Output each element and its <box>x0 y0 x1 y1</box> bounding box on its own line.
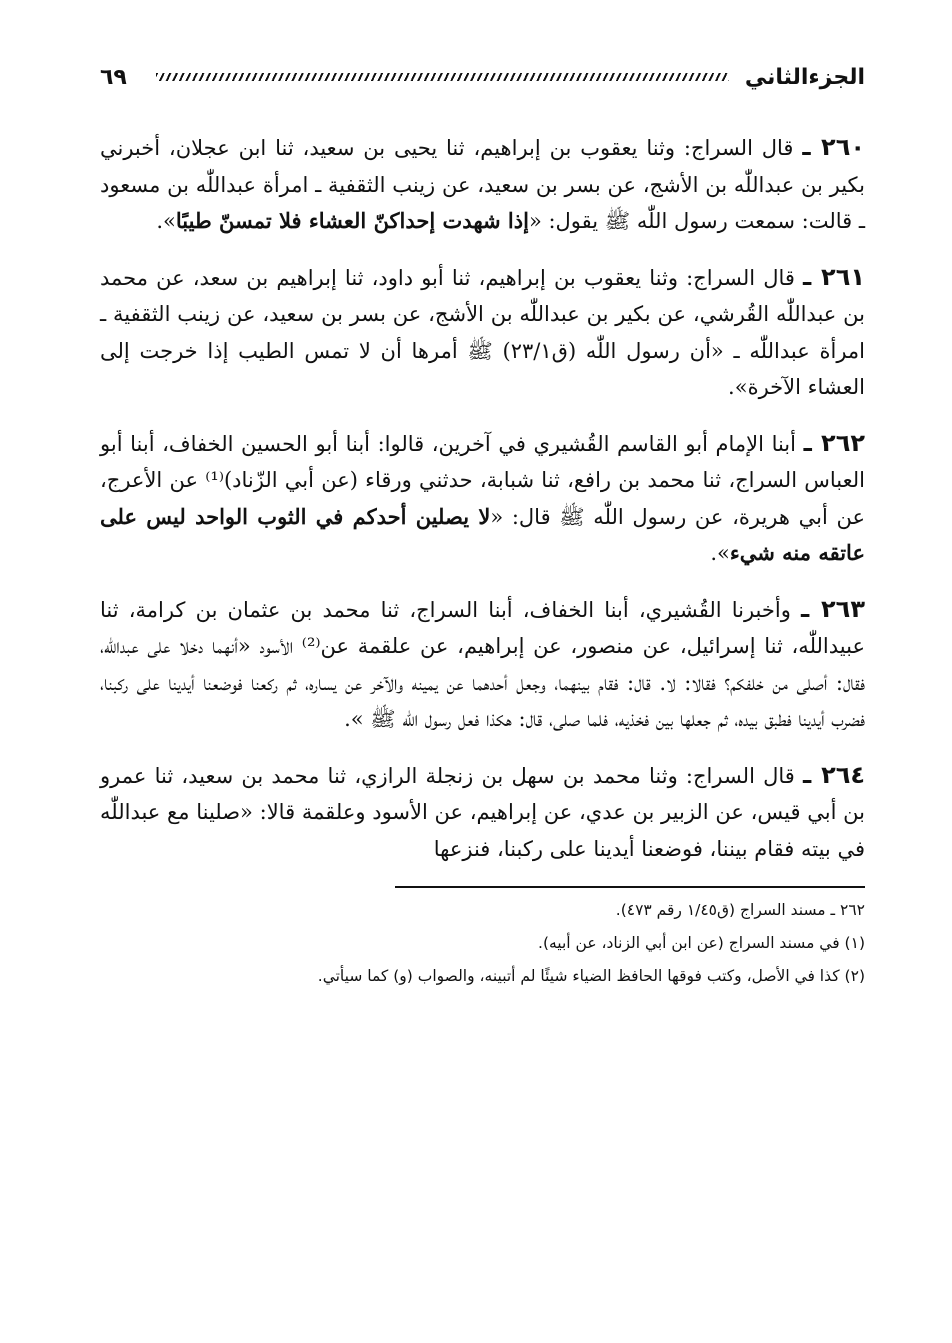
hadith-matn: إذا شهدت إحداكنّ العشاء فلا تمسنّ طيبًا <box>175 208 529 233</box>
hadith-text: قال السراج: وثنا محمد بن سهل بن زنجلة الرازي، ثنا محمد بن سعيد، ثنا عمرو بن أبي قيس، عن الزبير بن عدي، عن إبراهيم، عن الأسود وعلقمة قالا: «صلينا مع عبداللّٰه في بيته فقام بيننا، فوضعنا أيدينا على ركبنا، فنزعها <box>100 763 865 861</box>
running-header <box>100 55 865 99</box>
decorative-rule <box>156 73 729 81</box>
hadith-text: قال السراج: وثنا يعقوب بن إبراهيم، ثنا يحيى بن سعيد، ثنا ابن عجلان، أخبرني بكير بن عبداللّٰه بن الأشج، عن بسر بن سعيد، عن زينب الثقفية ـ امرأة عبداللّٰه بن مسعود ـ قالت: سمعت رسول اللّٰه ﷺ يقول: « <box>100 136 865 233</box>
hadith-text-end: ». <box>710 541 730 565</box>
footnote-source: ٢٦٢ ـ مسند السراج (ق١/٤٥ رقم ٤٧٣). <box>615 901 865 919</box>
running-title: الجزءالثاني <box>744 64 865 90</box>
footnotes <box>317 886 865 993</box>
footnote-1: (١) في مسند السراج (عن ابن أبي الزناد، عن أبيه). <box>538 934 865 952</box>
hadith-text-end: ». <box>156 209 176 233</box>
hadith-number: ٢٦٢ ـ <box>803 428 865 457</box>
hadith-text: وأخبرنا القُشيري، أبنا الخفاف، أبنا السراج، ثنا محمد بن عثمان بن كرامة، ثنا عبيداللّٰه، ثنا إسرائيل، عن منصور، عن إبراهيم، عن علقمة عن⁽²⁾ الأسود «أنهما دخلا على عبداللّٰه، فقال: أصلى من خلفكم؟ فقالا: لا. قال: فقام بينهما، وجعل أحدهما عن يمينه والآخر عن يساره، ثم ركعنا فوضعنا أيدينا على ركبنا، فضرب أيدينا فطبق بيده، ثم جعلها بين فخذيه، فلما صلى، قال: هكذا فعل رسول اللّٰه ﷺ ». <box>100 597 865 731</box>
hadith-262 <box>100 425 865 572</box>
hadith-261 <box>100 259 865 406</box>
hadith-260 <box>100 129 865 240</box>
hadith-text: قال السراج: وثنا يعقوب بن إبراهيم، ثنا أبو داود، ثنا إبراهيم بن سعد، عن محمد بن عبداللّٰه القُرشي، عن بكير بن عبداللّٰه بن الأشج، عن بسر بن سعيد، عن زينب الثقفية ـ امرأة عبداللّٰه ـ «أن رسول اللّٰه (ق٢٣/١) ﷺ أمرها أن لا تمس الطيب إذا خرجت إلى العشاء الآخرة». <box>100 265 865 399</box>
page-number: ٦٩ <box>100 64 127 90</box>
hadith-number: ٢٦٤ ـ <box>802 760 866 789</box>
hadith-number: ٢٦٣ ـ <box>801 594 865 623</box>
footnote-2: (٢) كذا في الأصل، وكتب فوقها الحافظ الضياء شيئًا لم أتبينه، والصواب (و) كما سيأتي. <box>317 967 865 985</box>
hadith-text: أبنا الإمام أبو القاسم القُشيري في آخرين، قالوا: أبنا أبو الحسين الخفاف، أبنا أبو العباس السراج، ثنا محمد بن رافع، ثنا شبابة، حدثني ورقاء (عن أبي الزّناد)⁽¹⁾ عن الأعرج، عن أبي هريرة، عن رسول اللّٰه ﷺ قال: « <box>100 431 866 529</box>
hadith-matn: لا يصلين أحدكم في الثوب الواحد ليس على عاتقه منه شيء <box>100 503 865 565</box>
hadith-263 <box>100 591 865 738</box>
hadith-264 <box>100 757 865 868</box>
hadith-number: ٢٦١ ـ <box>803 262 865 291</box>
body-text <box>100 129 865 867</box>
book-page <box>100 55 865 993</box>
hadith-number: ٢٦٠ ـ <box>802 133 865 161</box>
